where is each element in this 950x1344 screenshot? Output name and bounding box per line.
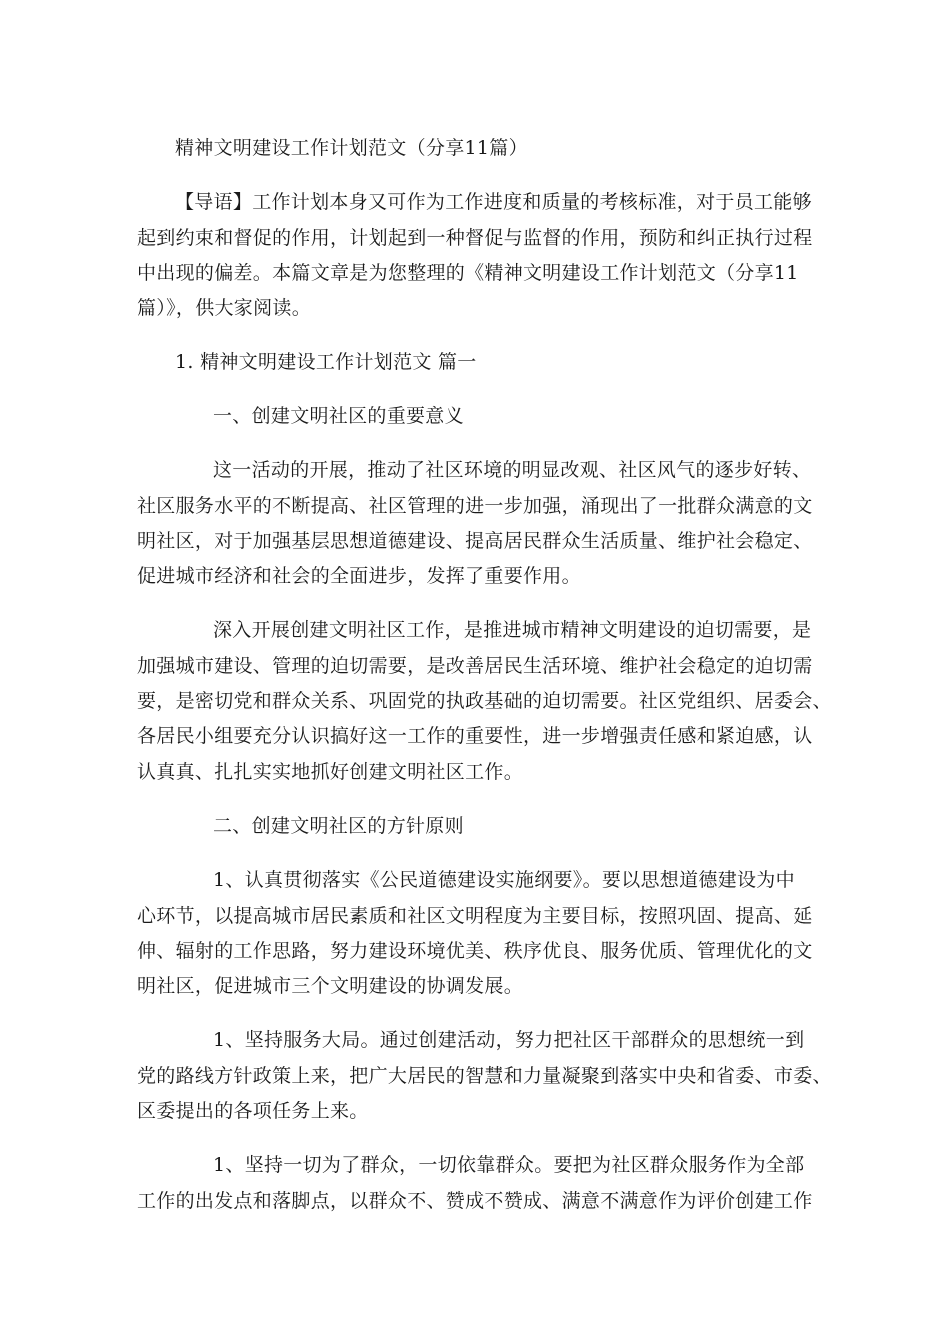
paragraph-line: 加强城市建设、管理的迫切需要，是改善居民生活环境、维护社会稳定的迫切需 [137,655,813,677]
intro-line: 起到约束和督促的作用，计划起到一种督促与监督的作用，预防和纠正执行过程 [137,227,813,249]
paragraph-line: 各居民小组要充分认识搞好这一工作的重要性，进一步增强责任感和紧迫感，认 [137,725,813,747]
paragraph-line: 1、坚持服务大局。通过创建活动，努力把社区干部群众的思想统一到 [213,1029,805,1051]
intro-line: 篇）》，供大家阅读。 [137,297,312,319]
paragraph-line: 明社区，对于加强基层思想道德建设、提高居民群众生活质量、维护社会稳定、 [137,530,813,552]
paragraph-line: 要，是密切党和群众关系、巩固党的执政基础的迫切需要。社区党组织、居委会、 [137,690,832,712]
paragraph-line: 工作的出发点和落脚点，以群众不、赞成不赞成、满意不满意作为评价创建工作 [137,1190,813,1212]
paragraph-line: 伸、辐射的工作思路，努力建设环境优美、秩序优良、服务优质、管理优化的文 [137,940,813,962]
paragraph-line: 深入开展创建文明社区工作，是推进城市精神文明建设的迫切需要，是 [213,619,812,641]
paragraph-line: 区委提出的各项任务上来。 [137,1100,369,1122]
intro-line: 【导语】工作计划本身又可作为工作进度和质量的考核标准，对于员工能够 [175,191,812,213]
document-title: 精神文明建设工作计划范文（分享11篇） [175,137,528,159]
paragraph-line: 促进城市经济和社会的全面进步，发挥了重要作用。 [137,565,581,587]
paragraph-line: 社区服务水平的不断提高、社区管理的进一步加强，涌现出了一批群众满意的文 [137,495,813,517]
paragraph-line: 明社区，促进城市三个文明建设的协调发展。 [137,975,524,997]
subheading-principles: 二、创建文明社区的方针原则 [213,815,464,837]
intro-line: 中出现的偏差。本篇文章是为您整理的《精神文明建设工作计划范文（分享11 [137,262,799,284]
paragraph-line: 1、坚持一切为了群众，一切依靠群众。要把为社区群众服务作为全部 [213,1154,805,1176]
paragraph-line: 这一活动的开展，推动了社区环境的明显改观、社区风气的逐步好转、 [213,459,812,481]
subheading-significance: 一、创建文明社区的重要意义 [213,405,464,427]
section-heading: 1. 精神文明建设工作计划范文 篇一 [175,351,477,373]
paragraph-line: 心环节，以提高城市居民素质和社区文明程度为主要目标，按照巩固、提高、延 [137,905,813,927]
paragraph-line: 认真真、扎扎实实地抓好创建文明社区工作。 [137,761,524,783]
paragraph-line: 1、认真贯彻落实《公民道德建设实施纲要》。要以思想道德建设为中 [213,869,795,891]
paragraph-line: 党的路线方针政策上来，把广大居民的智慧和力量凝聚到落实中央和省委、市委、 [137,1065,832,1087]
